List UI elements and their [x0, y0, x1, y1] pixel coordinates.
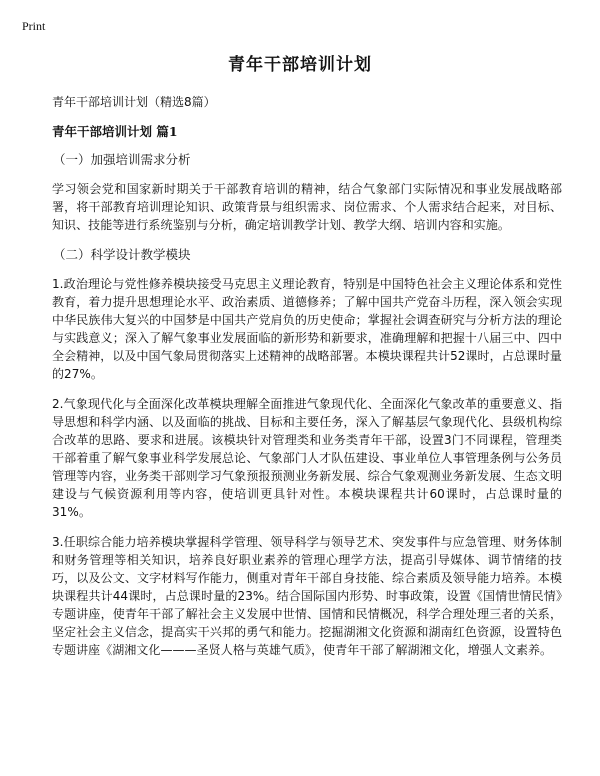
article-heading: 青年干部培训计划 篇1 — [52, 124, 178, 139]
section-heading-needs-analysis: （一）加强培训需求分析 — [53, 152, 191, 167]
paragraph-module-1: 1.政治理论与党性修养模块接受马克思主义理论教育，特别是中国特色社会主义理论体系和党性教育，着力提升思想理论水平、政治素质、道德修养；了解中国共产党奋斗历程，深入领会实现中华民族伟大复兴的中国梦是中国共产党肩负的历史使命；掌握社会调查研究与分析方法的理论与实践意义；深入了解气象事业发展面临的新形势和新要求，准确理解和把握十八届三中、四中全会精神，以及中国气象局贯彻落实上述精神的战略部署。本模块课程共计52课时，占总课时量的27%。 — [52, 277, 562, 381]
document-subtitle: 青年干部培训计划（精选8篇） — [52, 95, 216, 109]
section-heading-teaching-modules: （二）科学设计教学模块 — [53, 247, 191, 262]
print-link[interactable]: Print — [22, 19, 46, 33]
paragraph-module-3: 3.任职综合能力培养模块掌握科学管理、领导科学与领导艺术、突发事件与应急管理、财务体制和财务管理等相关知识，培养良好职业素养的管理心理学方法，提高引导媒体、调节情绪的技巧，以及公文、文字材料写作能力，侧重对青年干部自身技能、综合素质及领导能力培养。本模块课程共计44课时，占总课时量的23%。结合国际国内形势、时事政策，设置《国情世情民情》专题讲座，使青年干部了解社会主义发展中世情、国情和民情概况，科学合理处理三者的关系，坚定社会主义信念，提高实干兴邦的勇气和能力。挖掘湖湘文化资源和湖南红色资源，设置特色专题讲座《湖湘文化———圣贤人格与英雄气质》，使青年干部了解湖湘文化，增强人文素养。 — [52, 535, 562, 657]
document-body — [52, 93, 562, 671]
paragraph-needs-analysis: 学习领会党和国家新时期关于干部教育培训的精神，结合气象部门实际情况和事业发展战略部署，将干部教育培训理论知识、政策背景与组织需求、岗位需求、个人需求结合起来，对目标、知识、技能等进行系统鉴别与分析，确定培训教学计划、教学大纲、培训内容和实施。 — [52, 182, 562, 232]
document-title: 青年干部培训计划 — [228, 55, 372, 75]
paragraph-module-2: 2.气象现代化与全面深化改革模块理解全面推进气象现代化、全面深化气象改革的重要意义、指导思想和科学内涵、以及面临的挑战、目标和主要任务，深入了解基层气象现代化、县级机构综合改革的思路、要求和进展。该模块针对管理类和业务类青年干部，设置3门不同课程，管理类干部着重了解气象事业科学发展总论、气象部门人才队伍建设、事业单位人事管理条例与公务员管理等内容，业务类干部则学习气象预报预测业务新发展、综合气象观测业务新发展、生态文明建设与气候资源利用等内容，使培训更具针对性。本模块课程共计60课时，占总课时量的31%。 — [52, 397, 562, 519]
